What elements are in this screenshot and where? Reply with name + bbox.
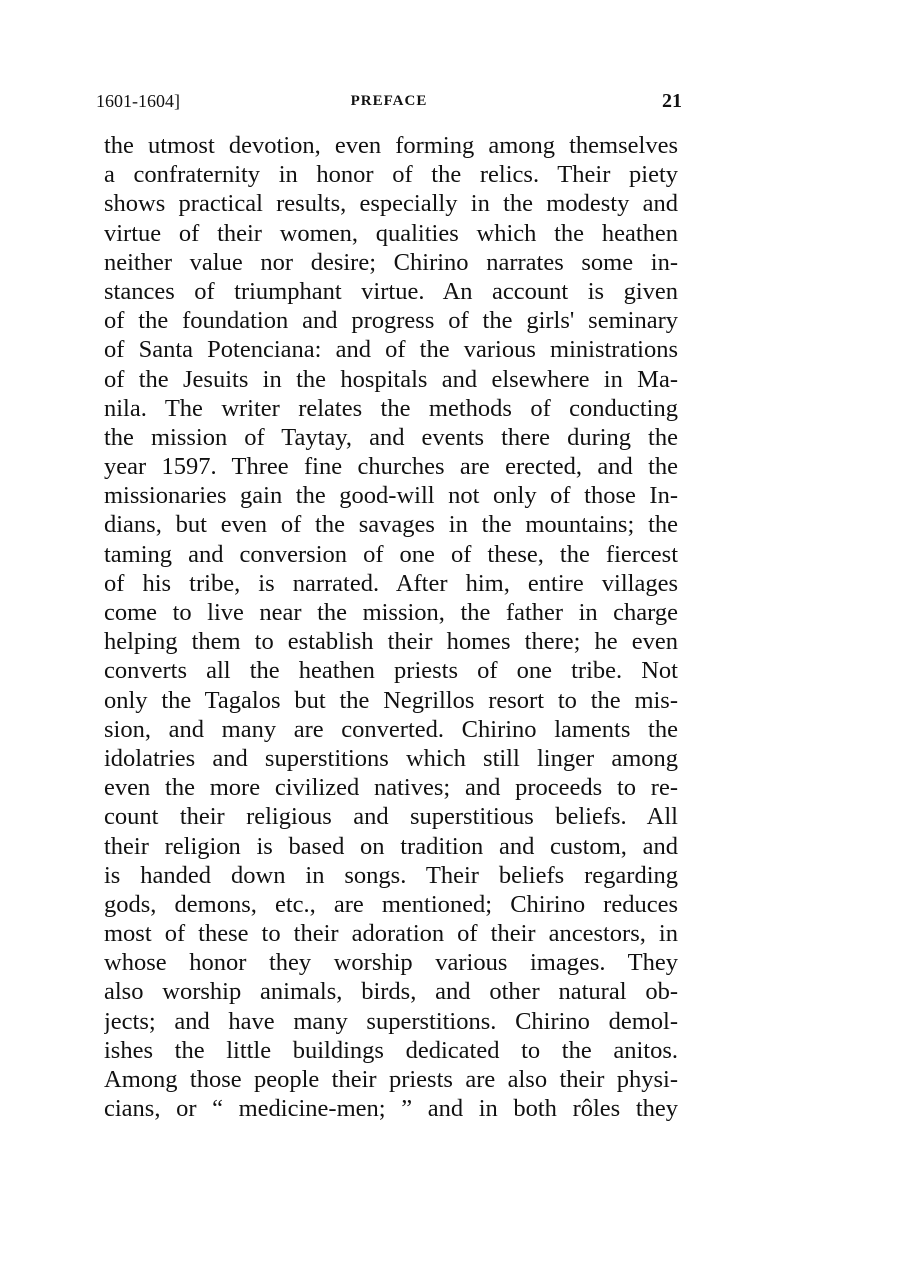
- text-line: is handed down in songs. Their beliefs regarding: [104, 861, 678, 889]
- text-line: neither value nor desire; Chirino narrates some in-: [104, 248, 678, 276]
- text-line: count their religious and superstitious beliefs. All: [104, 803, 678, 831]
- text-line: the utmost devotion, even forming among themselves: [104, 132, 678, 159]
- text-line: Among those people their priests are also their physi-: [104, 1066, 678, 1093]
- text-line: come to live near the mission, the father in charge: [104, 599, 678, 626]
- text-line: cians, or “ medicine-men; ” and in both rôles they: [104, 1095, 678, 1123]
- text-line: virtue of their women, qualities which the heathen: [104, 219, 678, 247]
- text-line: nila. The writer relates the methods of conducting: [104, 394, 678, 422]
- page-number: 21: [662, 90, 682, 112]
- text-line: most of these to their adoration of their ancestors, in: [104, 920, 678, 948]
- text-line: stances of triumphant virtue. An account is given: [104, 277, 678, 305]
- text-line: dians, but even of the savages in the mountains; the: [104, 511, 678, 539]
- header-section-title: PREFACE: [350, 93, 428, 109]
- text-line: helping them to establish their homes there; he even: [104, 628, 678, 656]
- text-line: their religion is based on tradition and custom, and: [104, 832, 678, 860]
- text-line: of his tribe, is narrated. After him, entire villages: [104, 569, 678, 597]
- text-line: ishes the little buildings dedicated to the anitos.: [104, 1036, 678, 1064]
- text-line: shows practical results, especially in the modesty and: [104, 190, 678, 218]
- text-line: idolatries and superstitions which still linger among: [104, 744, 678, 772]
- header-date-range: 1601-1604]: [96, 91, 180, 111]
- text-line: whose honor they worship various images. They: [104, 949, 678, 977]
- text-line: gods, demons, etc., are mentioned; Chirino reduces: [104, 890, 678, 918]
- text-line: jects; and have many superstitions. Chirino demol-: [104, 1007, 678, 1035]
- text-line: missionaries gain the good-will not only of those In-: [104, 482, 678, 510]
- text-line: the mission of Taytay, and events there during the: [104, 423, 678, 451]
- text-line: of Santa Potenciana: and of the various ministrations: [104, 336, 678, 364]
- text-line: of the Jesuits in the hospitals and elsewhere in Ma-: [104, 365, 678, 393]
- body-paragraph: [104, 131, 678, 1123]
- text-line: sion, and many are converted. Chirino laments the: [104, 715, 678, 743]
- text-line: converts all the heathen priests of one tribe. Not: [104, 657, 678, 685]
- text-line: a confraternity in honor of the relics. Their piety: [104, 161, 678, 189]
- text-line: only the Tagalos but the Negrillos resort to the mis-: [104, 686, 678, 714]
- text-line: of the foundation and progress of the girls' seminary: [104, 307, 678, 335]
- running-header: [96, 88, 682, 114]
- text-line: even the more civilized natives; and proceeds to re-: [104, 774, 678, 802]
- text-line: also worship animals, birds, and other natural ob-: [104, 978, 678, 1006]
- text-line: year 1597. Three fine churches are erected, and the: [104, 453, 678, 481]
- text-line: taming and conversion of one of these, the fiercest: [104, 540, 678, 568]
